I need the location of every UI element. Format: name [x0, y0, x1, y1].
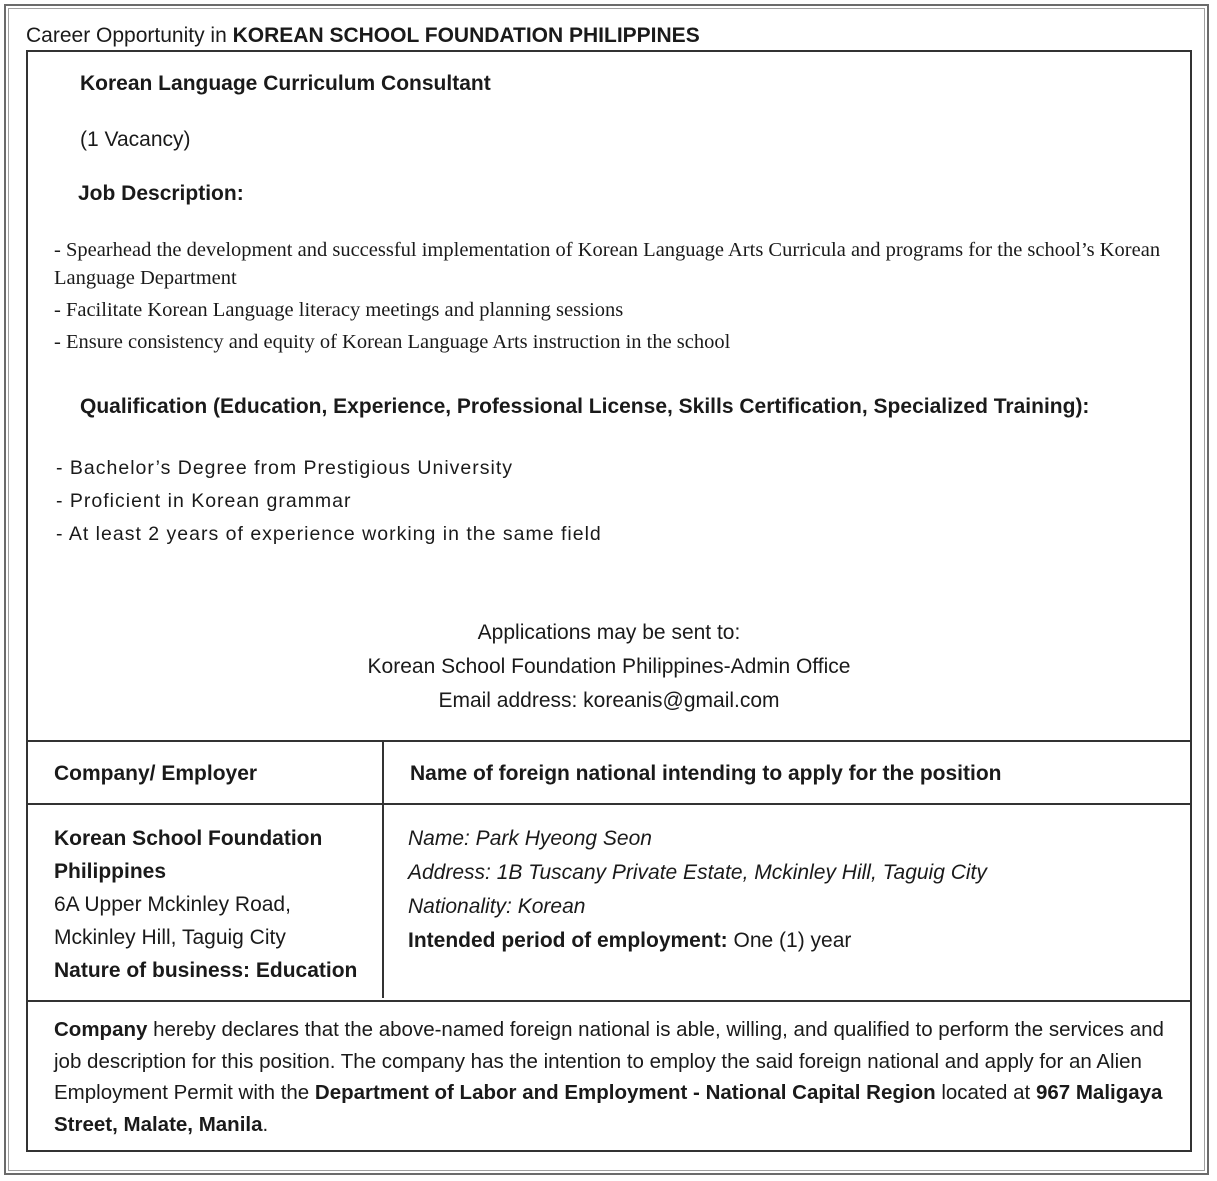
qualification-list [56, 452, 602, 551]
header-line [26, 24, 700, 48]
employment-period-label: Intended period of employment: [408, 929, 728, 952]
table-column-divider [382, 742, 384, 998]
qualification-item: - Bachelor’s Degree from Prestigious University [56, 457, 514, 479]
national-cell [408, 822, 987, 958]
qualification-item: - At least 2 years of experience working in the same field [56, 523, 602, 545]
job-title: Korean Language Curriculum Consultant [80, 72, 491, 95]
national-address: Address: 1B Tuscany Private Estate, Mckinley Hill, Taguig City [408, 861, 987, 884]
application-email: Email address: koreanis@gmail.com [438, 689, 780, 712]
company-name-cont: Philippines [54, 860, 167, 883]
qualification-heading: Qualification (Education, Experience, Professional License, Skills Certification, Specialized Training): [80, 395, 1090, 418]
company-address-cont: Mckinley Hill, Taguig City [54, 926, 286, 949]
employment-period-value: One (1) year [727, 929, 852, 952]
duty-item: - Ensure consistency and equity of Korean Language Arts instruction in the school [54, 331, 731, 353]
job-posting-box [26, 50, 1192, 1152]
company-name: Korean School Foundation [54, 827, 323, 850]
qualification-item: - Proficient in Korean grammar [56, 490, 352, 512]
application-office: Korean School Foundation Philippines-Admin Office [367, 655, 851, 678]
national-name: Name: Park Hyeong Seon [408, 827, 652, 850]
declaration-address: 967 Maligaya Street, Malate, Manila [54, 1081, 1163, 1136]
duty-item: - Spearhead the development and successful implementation of Korean Language Arts Curricula and programs for the school’s Korean Language Department [54, 239, 1161, 289]
declaration-end: . [262, 1112, 269, 1136]
header-prefix: Career Opportunity in [26, 24, 233, 47]
vacancy-count: (1 Vacancy) [80, 128, 191, 151]
company-address: 6A Upper Mckinley Road, [54, 893, 291, 916]
declaration-text: hereby declares that the above-named foreign national is able, willing, and qualified to perform the services and job description for this position. The company has the intention to employ the said foreign national and apply for an Alien Employment Permit with the [54, 1018, 1164, 1104]
application-info [28, 616, 1190, 718]
duty-list [54, 236, 1164, 360]
table-header-national: Name of foreign national intending to apply for the position [410, 762, 1002, 785]
table-header-company: Company/ Employer [54, 762, 258, 785]
employer-table [28, 740, 1190, 1002]
declaration [54, 1014, 1164, 1140]
company-cell [54, 822, 357, 987]
table-row-divider [28, 803, 1190, 805]
duty-item: - Facilitate Korean Language literacy meetings and planning sessions [54, 299, 624, 321]
national-nationality: Nationality: Korean [408, 895, 586, 918]
company-nature: Nature of business: Education [54, 959, 358, 982]
declaration-company: Company [54, 1018, 148, 1041]
declaration-text-2: located at [935, 1081, 1036, 1104]
application-line: Applications may be sent to: [477, 621, 741, 644]
header-org: KOREAN SCHOOL FOUNDATION PHILIPPINES [232, 24, 700, 47]
employment-period [408, 924, 987, 958]
job-description-heading: Job Description: [78, 182, 244, 205]
declaration-dole: Department of Labor and Employment - National Capital Region [314, 1081, 936, 1104]
